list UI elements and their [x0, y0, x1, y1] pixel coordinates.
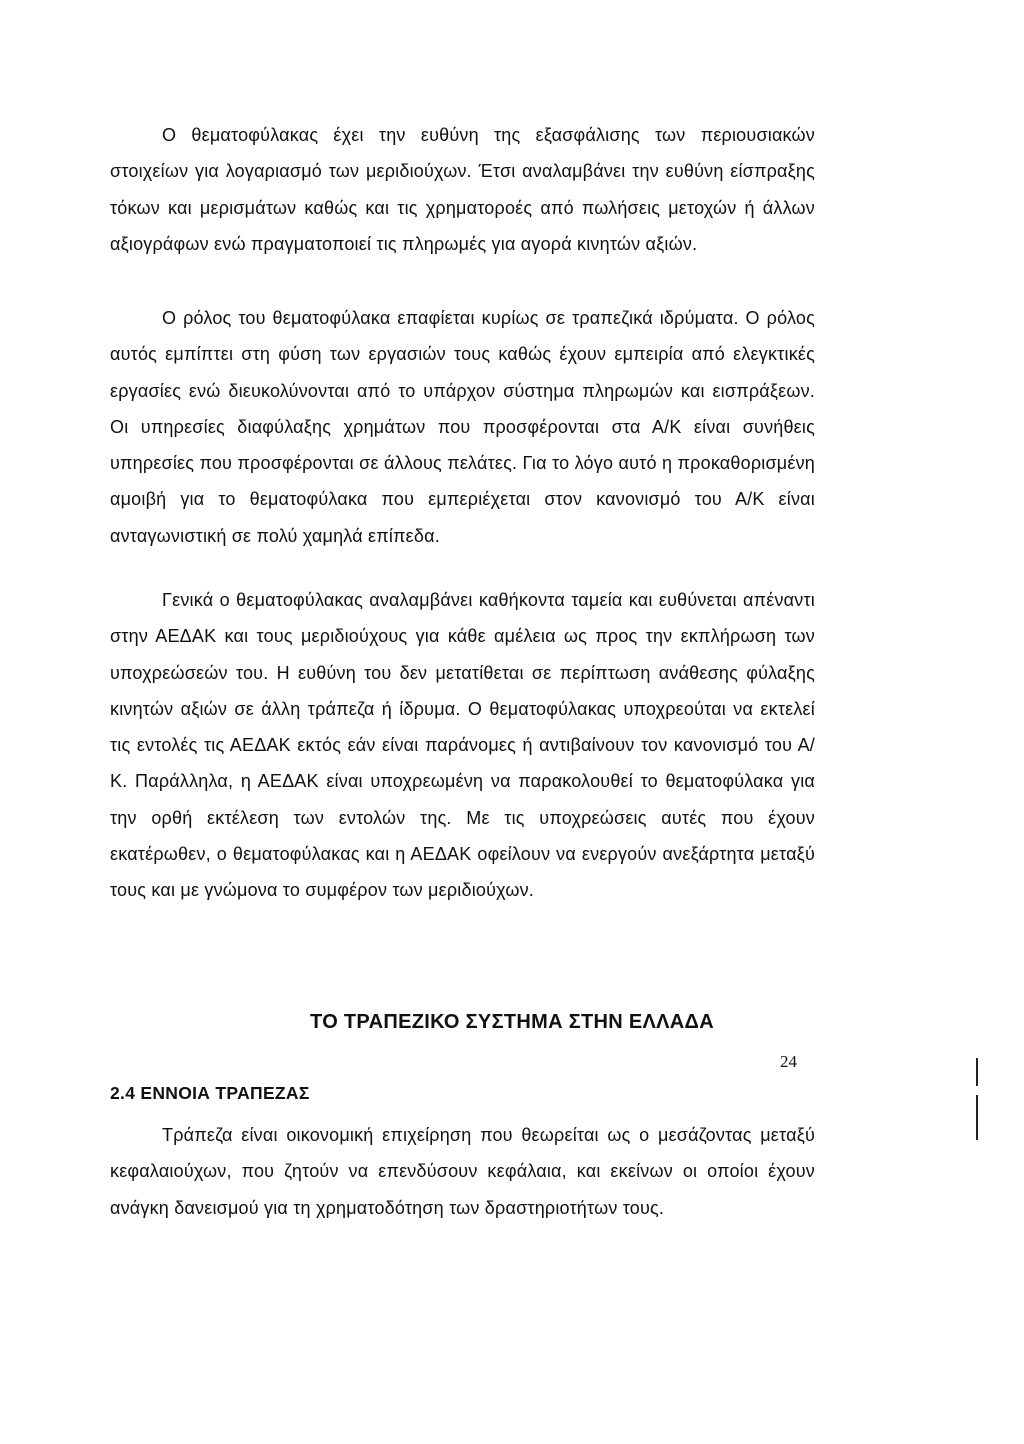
section-heading: 2.4 ΕΝΝΟΙΑ ΤΡΑΠΕΖΑΣ — [110, 1083, 310, 1103]
chapter-heading: ΤΟ ΤΡΑΠΕΖΙΚΟ ΣΥΣΤΗΜΑ ΣΤΗΝ ΕΛΛΑΔΑ — [310, 1011, 714, 1033]
paragraph-bank-definition: Τράπεζα είναι οικονομική επιχείρηση που θεωρείται ως ο μεσάζοντας μεταξύ κεφαλαιούχων, που ζητούν να επενδύσουν κεφάλαια, και εκείνων οι οποίοι έχουν ανάγκη δανεισμού για τη χρηματοδότηση των δραστηριοτήτων τους. — [110, 1125, 815, 1218]
paragraph-custodian-obligations: Γενικά ο θεματοφύλακας αναλαμβάνει καθήκοντα ταμεία και ευθύνεται απέναντι στην ΑΕΔΑΚ και τους μεριδιούχους για κάθε αμέλεια ως προς την εκπλήρωση των υποχρεώσεών του. Η ευθύνη του δεν μετατίθεται σε περίπτωση ανάθεσης φύλαξης κινητών αξιών σε άλλη τράπεζα ή ίδρυμα. Ο θεματοφύλακας υποχρεούται να εκτελεί τις εντολές τις ΑΕΔΑΚ εκτός εάν είναι παράνομες ή αντιβαίνουν τον κανονισμό του Α/Κ. Παράλληλα, η ΑΕΔΑΚ είναι υποχρεωμένη να παρακολουθεί το θεματοφύλακα για την ορθή εκτέλεση των εντολών της. Με τις υποχρεώσεις αυτές που έχουν εκατέρωθεν, ο θεματοφύλακας και η ΑΕΔΑΚ οφείλουν να ενεργούν ανεξάρτητα μεταξύ τους και με γνώμονα το συμφέρον των μεριδιούχων. — [110, 590, 815, 901]
paragraph-custodian-role-banks: Ο ρόλος του θεματοφύλακα επαφίεται κυρίως σε τραπεζικά ιδρύματα. Ο ρόλος αυτός εμπίπτει στη φύση των εργασιών τους καθώς έχουν εμπειρία από ελεγκτικές εργασίες ενώ διευκολύνονται από το υπάρχον σύστημα πληρωμών και εισπράξεων. Οι υπηρεσίες διαφύλαξης χρημάτων που προσφέρονται στα Α/Κ είναι συνήθεις υπηρεσίες που προσφέρονται σε άλλους πελάτες. Για το λόγο αυτό η προκαθορισμένη αμοιβή για το θεματοφύλακα που εμπεριέχεται στον κανονισμό του Α/Κ είναι ανταγωνιστική σε πολύ χαμηλά επίπεδα. — [110, 308, 815, 546]
paragraph-custodian-responsibility: Ο θεματοφύλακας έχει την ευθύνη της εξασφάλισης των περιουσιακών στοιχείων για λογαριασμό των μεριδιούχων. Έτσι αναλαμβάνει την ευθύνη είσπραξης τόκων και μερισμάτων καθώς και τις χρηματοροές από πωλήσεις μετοχών ή άλλων αξιογράφων ενώ πραγματοποιεί τις πληρωμές για αγορά κινητών αξιών. — [110, 125, 815, 254]
margin-mark — [976, 1095, 978, 1140]
page-number: 24 — [780, 1052, 797, 1071]
margin-mark — [976, 1058, 978, 1086]
